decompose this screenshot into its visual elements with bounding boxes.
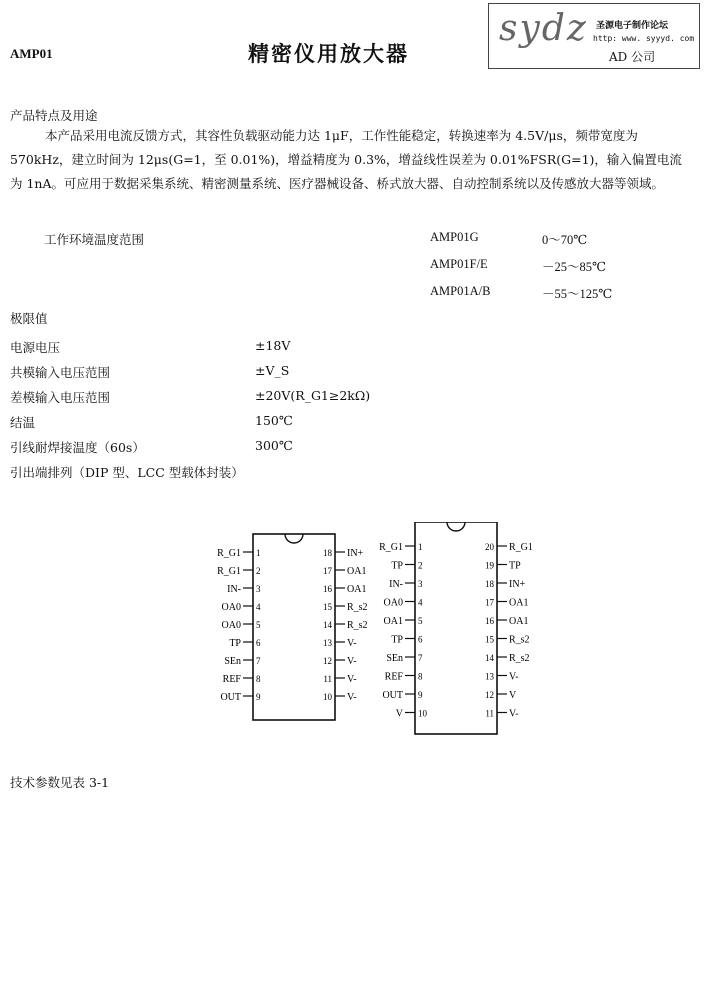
pinout-heading: 引出端排列（DIP 型、LCC 型载体封装） [10,465,244,480]
lcc-pin-label: REF [384,671,403,683]
lcc-pin-label: OUT [382,690,403,701]
lcc-pin-number: 9 [418,690,423,700]
lcc-pin-label: IN- [389,579,403,590]
lcc-pin-number: 19 [485,560,494,571]
dip-pin-label: IN+ [347,548,364,559]
lcc-pin-label: R_s2 [509,634,530,646]
lcc-pin-number: 13 [485,671,494,682]
logo-company-text: AD 公司 [609,50,656,64]
lcc-pin-label: TP [391,560,403,572]
lcc-package [379,522,533,734]
dip-pin-label: R_G1 [217,566,241,577]
lcc-pin-number: 12 [485,690,494,700]
dip-pin-label: TP [229,638,241,649]
rating-row [10,413,370,438]
dip-pin-label: V- [347,638,357,649]
dip-pin-label: V- [347,656,357,667]
dip-pin-number: 12 [323,656,332,666]
lcc-pin-label: OA1 [509,597,529,609]
part-number: AMP01 [10,46,53,61]
dip-pin-label: OA0 [221,602,241,613]
dip-pin-label: OUT [220,692,241,703]
temperature-model: AMP01F/E [430,257,488,271]
dip-pin-number: 8 [256,674,261,684]
dip-pin-label: OA1 [347,584,367,595]
lcc-pin-label: R_G1 [379,542,403,553]
dip-pin-number: 11 [323,674,332,684]
logo-script-text: sydz [499,8,588,49]
dip-pin-number: 15 [323,602,332,612]
rating-value: ±20V(R_G1≥2kΩ) [255,388,371,403]
rating-value: 300℃ [255,438,293,453]
dip-pin-number: 14 [323,620,332,630]
lcc-pin-number: 7 [418,653,423,663]
lcc-pin-number: 4 [418,597,423,608]
rating-row [10,338,370,363]
dip-pin-number: 2 [256,566,261,576]
lcc-pin-number: 2 [418,560,423,571]
dip-pin-number: 13 [323,638,332,648]
dip-pin-label: OA1 [347,566,367,577]
lcc-pin-label: OA1 [383,616,403,627]
lcc-body [415,522,497,734]
logo-forum-text: 圣源电子制作论坛 [596,21,669,31]
lcc-pin-number: 14 [485,653,494,663]
rating-name: 结温 [10,415,36,430]
lcc-pin-number: 1 [418,542,423,552]
ratings-table [10,338,370,463]
dip-pin-number: 18 [323,548,332,558]
rating-row [10,438,370,463]
lcc-pin-number: 3 [418,579,423,589]
lcc-pin-number: 6 [418,634,423,645]
lcc-pin-label: TP [509,560,521,572]
rating-value: ±V_S [255,363,290,378]
temperature-row [430,284,612,311]
rating-row [10,363,370,388]
temperature-label: 工作环境温度范围 [44,232,145,247]
lcc-pin-label: V [509,690,517,701]
temperature-range: －25～85℃ [542,260,606,274]
dip-pin-label: V- [347,692,357,703]
rating-value: ±18V [255,338,291,353]
rating-name: 共模输入电压范围 [10,365,111,380]
lcc-pin-number: 17 [485,597,494,608]
dip-pin-label: R_G1 [217,548,241,559]
dip-pin-number: 7 [256,656,261,666]
footer-reference: 技术参数见表 3-1 [10,775,110,790]
features-body: 本产品采用电流反馈方式，其容性负载驱动能力达 1μF，工作性能稳定，转换速率为 4.5V/μs，频带宽度为 570kHz，建立时间为 12μs(G=1，至 0.01%)，增益精度为 0.3%，增益线性误差为 0.01%FSR(G=1)，输入偏置电流为 1nA。可应用于数据采集系统、精密测量系统、医疗器械设备、桥式放大器、自动控制系统以及传感放大器等领域。 [10,128,682,191]
dip-pin-label: V- [347,674,357,685]
pinout-diagram [205,522,545,742]
dip-pin-number: 3 [256,584,261,594]
dip-pin-number: 6 [256,638,261,648]
lcc-pin-number: 20 [485,542,494,552]
dip-pin-label: R_s2 [347,602,368,613]
dip-pin-label: OA0 [221,620,241,631]
dip-pin-number: 5 [256,620,261,630]
lcc-pin-number: 16 [485,616,494,626]
dip-pin-number: 16 [323,584,332,594]
lcc-pin-label: TP [391,634,403,646]
lcc-pin-label: IN+ [509,579,526,590]
dip-pin-label: SEn [224,656,241,667]
dip-pin-label: REF [222,674,241,685]
lcc-pin-number: 8 [418,671,423,682]
lcc-pin-number: 5 [418,616,423,626]
dip-pin-number: 17 [323,566,332,576]
lcc-pin-number: 10 [418,708,427,719]
page-title: 精密仪用放大器 [248,41,409,66]
temperature-row [430,257,612,284]
dip-pin-label: IN- [227,584,241,595]
lcc-pin-number: 11 [485,708,494,719]
lcc-pin-label: SEn [386,653,403,664]
rating-name: 差模输入电压范围 [10,390,111,405]
rating-name: 引线耐焊接温度（60s） [10,440,145,455]
features-heading: 产品特点及用途 [10,108,98,123]
temperature-model: AMP01G [430,230,479,244]
lcc-pin-label: R_G1 [509,542,533,553]
lcc-pin-number: 15 [485,634,494,645]
temperature-table [430,230,612,311]
logo-url-text: http: www. syyyd. com [593,34,695,43]
rating-row [10,388,370,413]
dip-pin-number: 1 [256,548,261,558]
lcc-pin-label: OA1 [509,616,529,627]
lcc-pin-label: OA0 [383,597,403,609]
rating-value: 150℃ [255,413,293,428]
dip-pin-number: 10 [323,692,332,702]
lcc-pin-label: R_s2 [509,653,530,664]
lcc-pin-label: V- [509,671,519,683]
temperature-model: AMP01A/B [430,284,491,298]
dip-package [217,534,367,720]
lcc-pin-number: 18 [485,579,494,589]
temperature-row [430,230,612,257]
dip-pin-number: 9 [256,692,261,702]
lcc-pin-label: V [395,708,403,720]
ratings-heading: 极限值 [10,311,48,326]
lcc-pin-label: V- [509,708,519,720]
temperature-range: －55～125℃ [542,287,613,301]
dip-pin-label: R_s2 [347,620,368,631]
rating-name: 电源电压 [10,340,61,355]
temperature-range: 0～70℃ [542,233,588,247]
dip-pin-number: 4 [256,602,261,612]
forum-logo [488,3,700,69]
